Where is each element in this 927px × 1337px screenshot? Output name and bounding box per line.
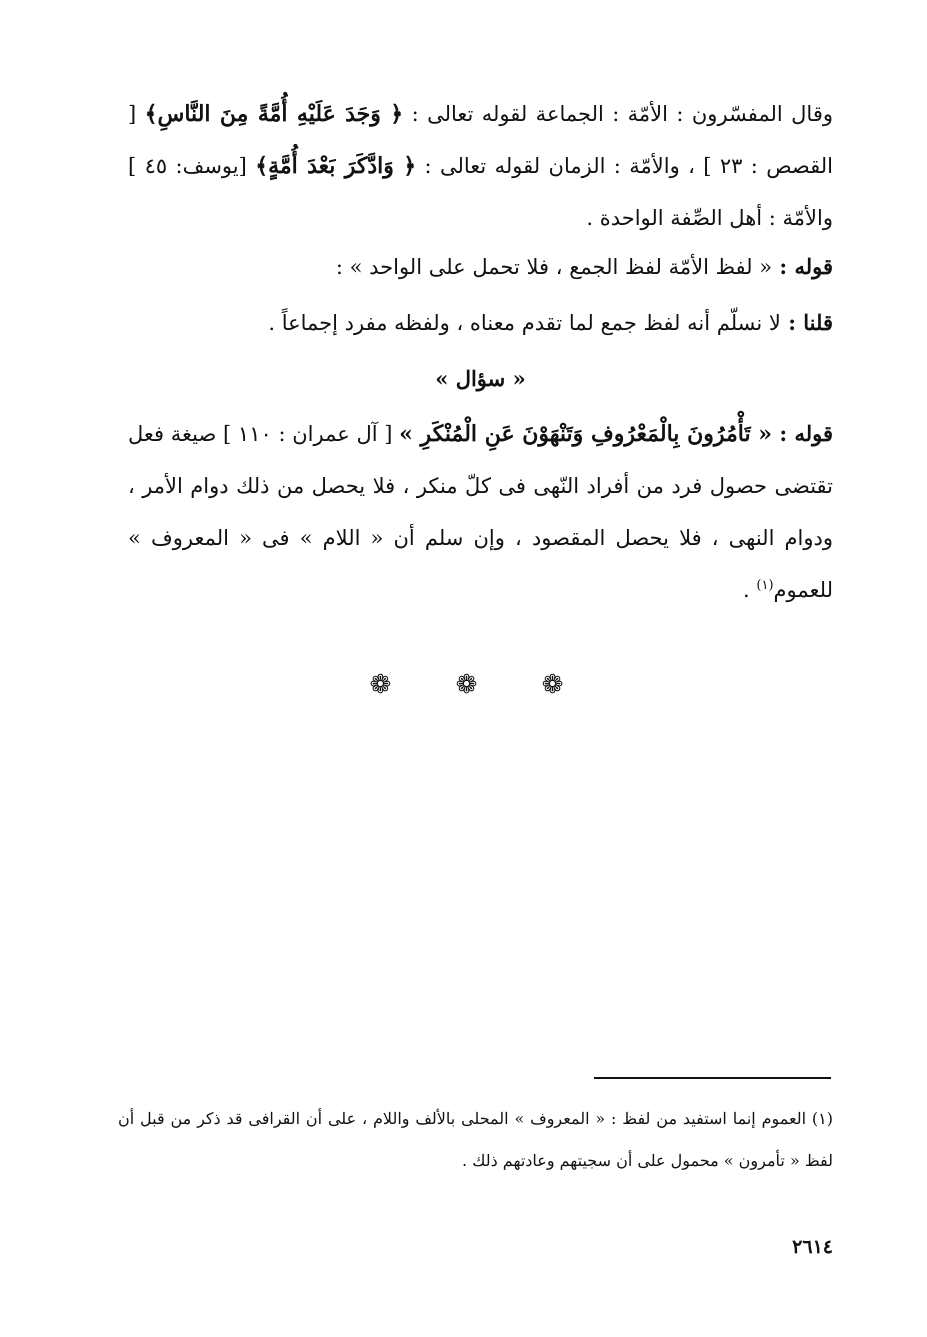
paragraph-text: [ آل عمران : ١١٠ ] صيغة فعل تقتضى حصول فرد من أفراد النّهى فى كلّ منكر ، فلا يحصل من ذلك دوام الأمر ، ودوام النهى ، فلا يحصل المقصود ، وإن سلم أن « اللام » فى « المعروف » للعموم	[128, 422, 833, 602]
paragraph-mufassirun	[128, 88, 833, 244]
footnote-divider	[594, 1077, 831, 1079]
quran-verse: ﴿ وَادَّكَرَ بَعْدَ أُمَّةٍ﴾	[255, 153, 417, 179]
section-heading: « سؤال »	[435, 366, 526, 391]
paragraph-lead: قوله :	[772, 421, 834, 446]
paragraph-text: [يوسف: ٤٥ ] والأمّة : أهل الصِّفة الواحدة .	[128, 154, 833, 230]
paragraph-lead: قوله :	[772, 254, 833, 279]
page-number: ٢٦١٤	[792, 1236, 833, 1258]
quran-verse: « تَأْمُرُونَ بِالْمَعْرُوفِ وَتَنْهَوْنَ عَنِ الْمُنْكَرِ »	[399, 421, 773, 447]
paragraph-lead: قلنا :	[780, 310, 833, 335]
paragraph-text: [ القصص : ٢٣ ] ، والأمّة : الزمان لقوله تعالى :	[128, 102, 833, 178]
paragraph-text: .	[743, 578, 757, 602]
paragraph-text: « لفظ الأمّة لفظ الجمع ، فلا تحمل على الواحد » :	[335, 255, 773, 279]
footnote-reference: (١)	[756, 578, 774, 593]
paragraph-qawluhu	[128, 240, 833, 294]
footnote: (١) العموم إنما استفيد من لفظ : « المعروف » المحلى بالألف واللام ، على أن القرافى قد ذكر من قبل أن لفظ « تأمرون » محمول على أن سجيتهم وعادتهم ذلك .	[118, 1109, 833, 1170]
paragraph-question	[128, 408, 833, 616]
paragraph-qulna	[128, 296, 833, 350]
section-separator: ❁ ❁ ❁	[369, 670, 592, 700]
quran-verse: ﴿ وَجَدَ عَلَيْهِ أُمَّةً مِنَ النَّاسِ﴾	[144, 101, 404, 127]
paragraph-text: لا نسلّم أنه لفظ جمع لما تقدم معناه ، ولفظه مفرد إجماعاً .	[268, 311, 781, 335]
paragraph-text: وقال المفسّرون : الأمّة : الجماعة لقوله تعالى :	[403, 102, 833, 126]
